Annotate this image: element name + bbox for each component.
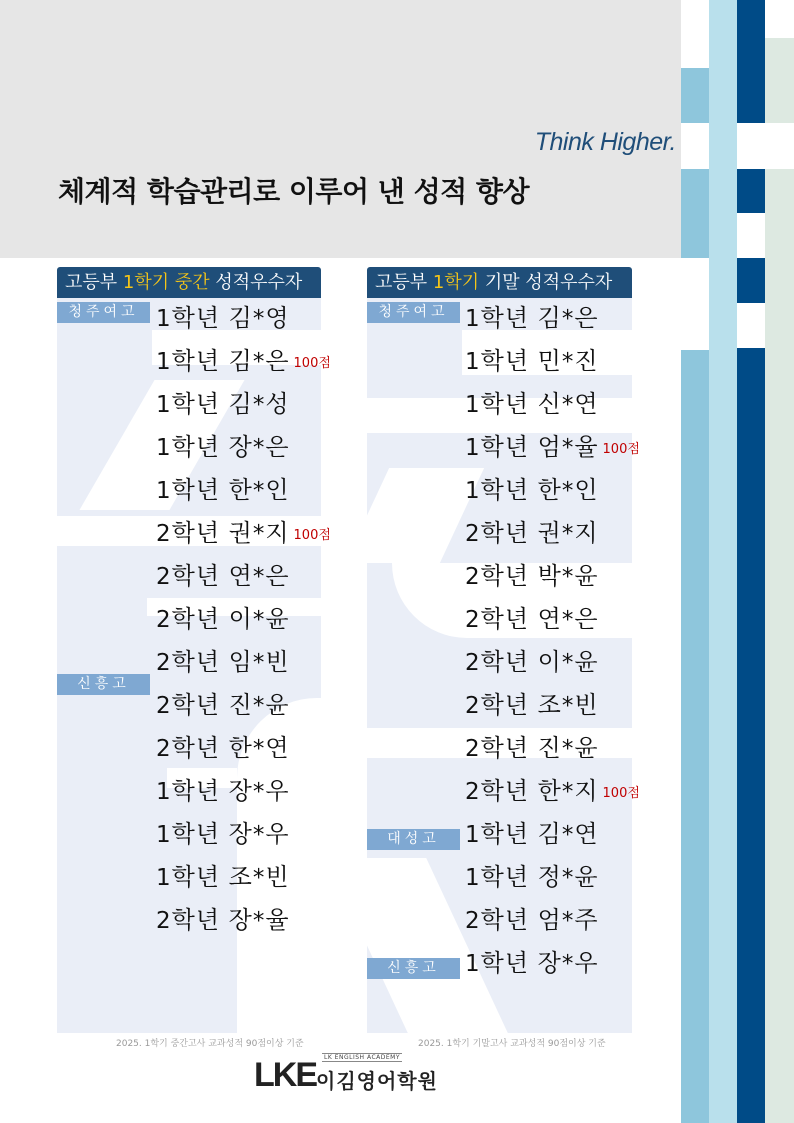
list-item: 1학년 김*영 <box>156 304 290 332</box>
header-suffix: 기말 성적우수자 <box>479 272 613 293</box>
decorative-block <box>737 303 765 348</box>
list-item: 1학년 민*진 <box>465 347 599 375</box>
school-tag: 신흥고 <box>57 674 150 695</box>
list-item: 1학년 한*인 <box>156 476 290 504</box>
tagline: Think Higher. <box>534 128 676 156</box>
logo-mark: LKE <box>254 1056 316 1094</box>
list-item: 2학년 진*윤 <box>465 734 599 762</box>
list-item: 1학년 한*인 <box>465 476 599 504</box>
decorative-block <box>681 123 709 169</box>
decorative-block <box>765 0 794 38</box>
footnote: 2025. 1학기 중간고사 교과성적 90점이상 기준 <box>116 1039 304 1049</box>
header-highlight: 1학기 중간 <box>122 272 210 293</box>
list-item: 1학년 김*은 100점 <box>156 347 331 375</box>
list-item: 2학년 한*연 <box>156 734 290 762</box>
decorative-block <box>737 123 765 169</box>
list-item: 2학년 엄*주 <box>465 906 599 934</box>
list-item: 1학년 김*은 <box>465 304 599 332</box>
list-item: 1학년 장*우 <box>156 777 290 805</box>
decorative-block <box>737 213 765 258</box>
list-item: 2학년 박*윤 <box>465 562 599 590</box>
list-item: 1학년 신*연 <box>465 390 599 418</box>
list-item: 2학년 진*윤 <box>156 691 290 719</box>
decorative-block <box>765 123 794 169</box>
school-tag: 청주여고 <box>57 302 150 323</box>
list-item: 2학년 한*지 100점 <box>465 777 640 805</box>
decorative-block <box>681 0 709 68</box>
list-item: 2학년 연*은 <box>465 605 599 633</box>
decorative-block <box>681 258 709 350</box>
logo-name: 이김영어학원 <box>316 1069 438 1093</box>
list-item: 2학년 권*지 <box>465 519 599 547</box>
list-item: 1학년 장*은 <box>156 433 290 461</box>
header-highlight: 1학기 <box>432 272 480 293</box>
list-item: 2학년 이*윤 <box>465 648 599 676</box>
list-item: 2학년 권*지 100점 <box>156 519 331 547</box>
logo-subtitle: LK ENGLISH ACADEMY <box>324 1054 400 1061</box>
list-item: 1학년 엄*율 100점 <box>465 433 640 461</box>
school-tag: 신흥고 <box>367 958 460 979</box>
page-title: 체계적 학습관리로 이루어 낸 성적 향상 <box>58 175 530 208</box>
list-item: 1학년 김*연 <box>465 820 599 848</box>
list-item: 2학년 조*빈 <box>465 691 599 719</box>
header-suffix: 성적우수자 <box>209 272 303 293</box>
academy-logo <box>252 1050 440 1092</box>
list-item: 1학년 장*우 <box>465 949 599 977</box>
school-tag: 청주여고 <box>367 302 460 323</box>
header-prefix: 고등부 <box>375 272 433 293</box>
right-column-header <box>367 267 632 298</box>
left-column-header <box>57 267 321 298</box>
list-item: 1학년 정*윤 <box>465 863 599 891</box>
list-item: 2학년 임*빈 <box>156 648 290 676</box>
school-tag: 대성고 <box>367 829 460 850</box>
decorative-stripe <box>709 0 737 1123</box>
list-item: 2학년 이*윤 <box>156 605 290 633</box>
list-item: 1학년 조*빈 <box>156 863 290 891</box>
header-prefix: 고등부 <box>65 272 123 293</box>
footnote: 2025. 1학기 기말고사 교과성적 90점이상 기준 <box>418 1039 606 1049</box>
list-item: 1학년 김*성 <box>156 390 290 418</box>
list-item: 2학년 연*은 <box>156 562 290 590</box>
list-item: 1학년 장*우 <box>156 820 290 848</box>
list-item: 2학년 장*율 <box>156 906 290 934</box>
